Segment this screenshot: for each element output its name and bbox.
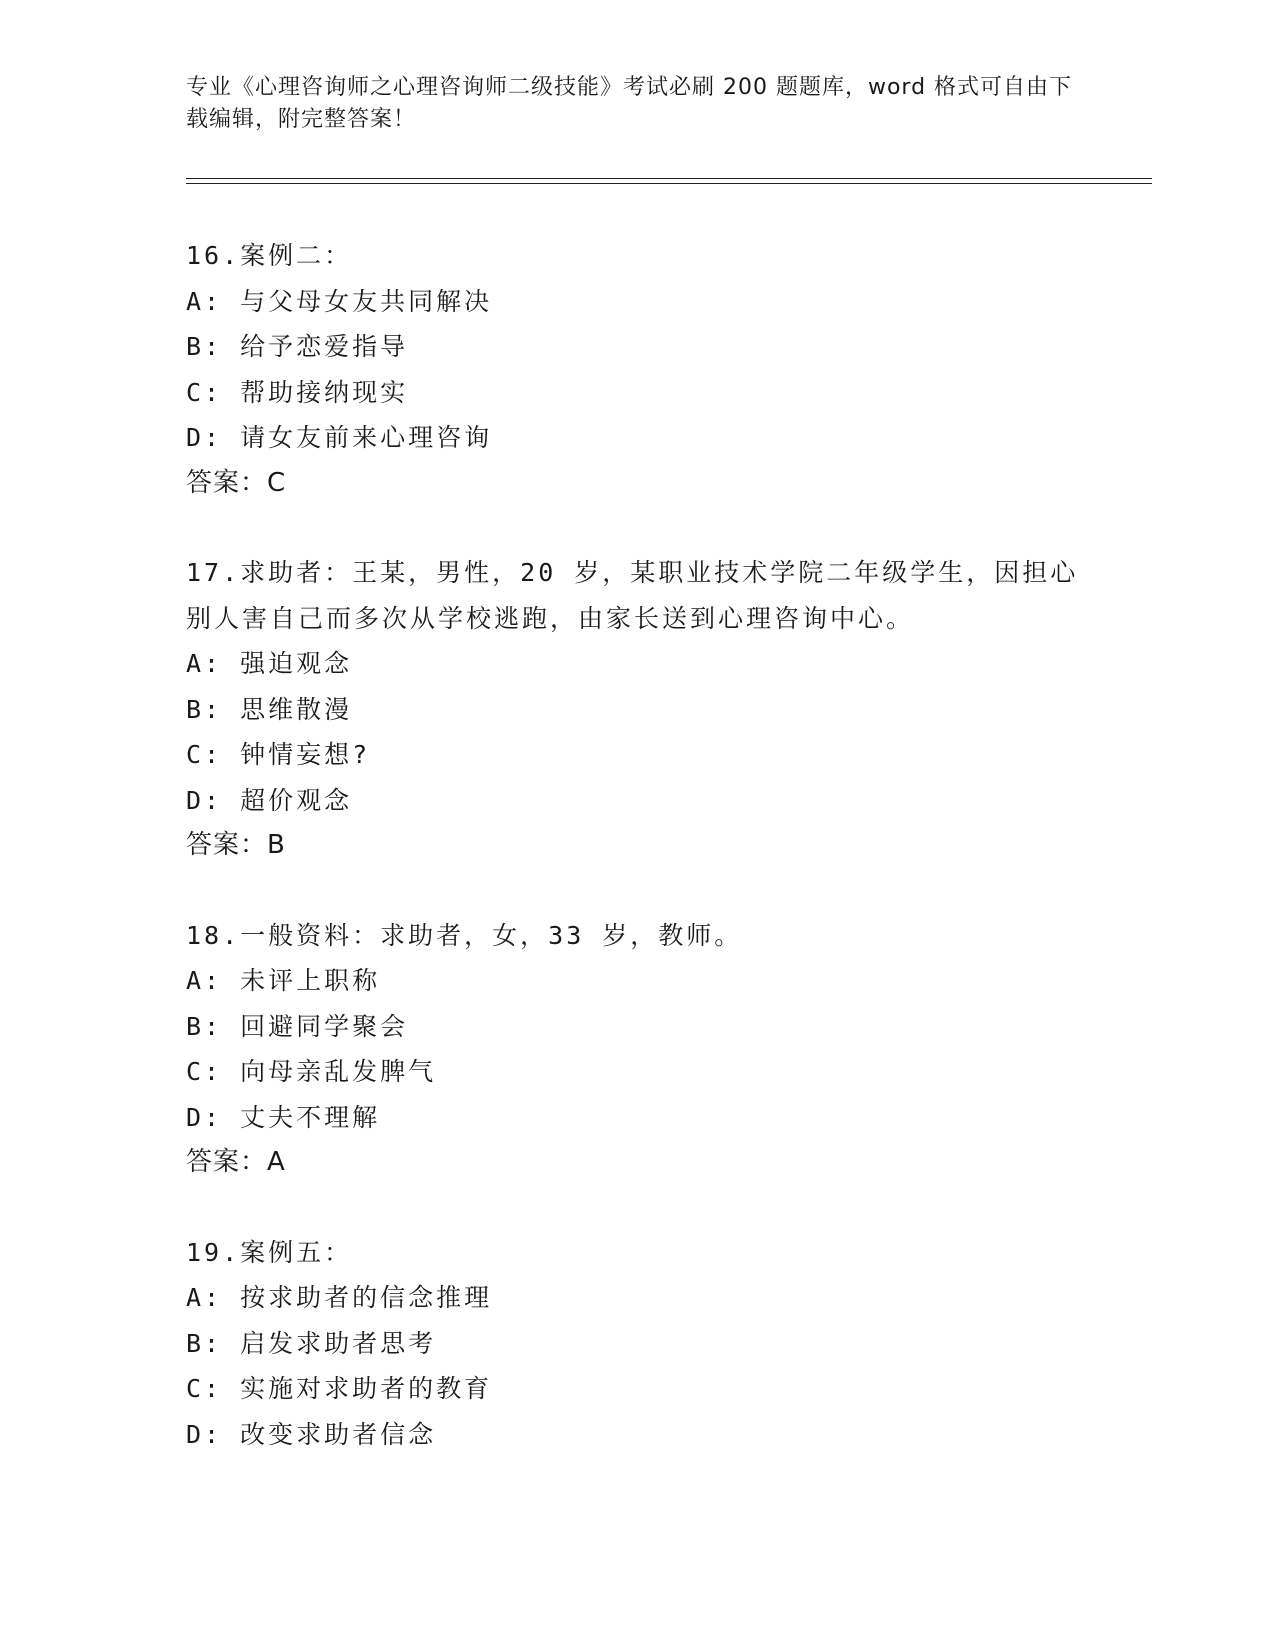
option-a: A: 强迫观念 [186,649,353,678]
option-a: A: 未评上职称 [186,966,381,995]
document-header: 专业《心理咨询师之心理咨询师二级技能》考试必刷 200 题题库，word 格式可自由下载编辑，附完整答案！ [186,75,1073,132]
option-c: C: 实施对求助者的教育 [186,1374,493,1403]
answer: 答案：C [186,467,287,498]
header-rule-top [186,178,1152,179]
question-16 [186,233,1146,506]
option-b: B: 给予恋爱指导 [186,332,409,361]
option-d: D: 丈夫不理解 [186,1102,381,1132]
question-19 [186,1230,1146,1458]
option-b: B: 启发求助者思考 [186,1328,437,1358]
option-a: A: 按求助者的信念推理 [186,1283,493,1312]
option-d: D: 超价观念 [186,785,353,815]
option-c: C: 钟情妄想? [186,740,371,769]
option-d: D: 请女友前来心理咨询 [186,423,493,452]
option-b: B: 回避同学聚会 [186,1011,409,1041]
header-rule-bottom [186,183,1152,184]
question-list [186,233,1146,1501]
option-d: D: 改变求助者信念 [186,1419,437,1449]
question-17 [186,550,1146,869]
option-c: C: 向母亲乱发脾气 [186,1057,437,1086]
question-stem: 16.案例二： [186,241,353,270]
question-18 [186,913,1146,1186]
option-a: A: 与父母女友共同解决 [186,286,493,316]
option-b: B: 思维散漫 [186,694,353,724]
answer: 答案：B [186,830,286,860]
question-stem: 18.一般资料：求助者，女，33 岁，教师。 [186,920,743,950]
question-stem: 19.案例五： [186,1237,353,1267]
option-c: C: 帮助接纳现实 [186,377,409,407]
question-stem: 17.求助者：王某，男性，20 岁，某职业技术学院二年级学生，因担心别人害自己而多次从学校逃跑，由家长送到心理咨询中心。 [186,558,1079,633]
answer: 答案：A [186,1147,286,1177]
